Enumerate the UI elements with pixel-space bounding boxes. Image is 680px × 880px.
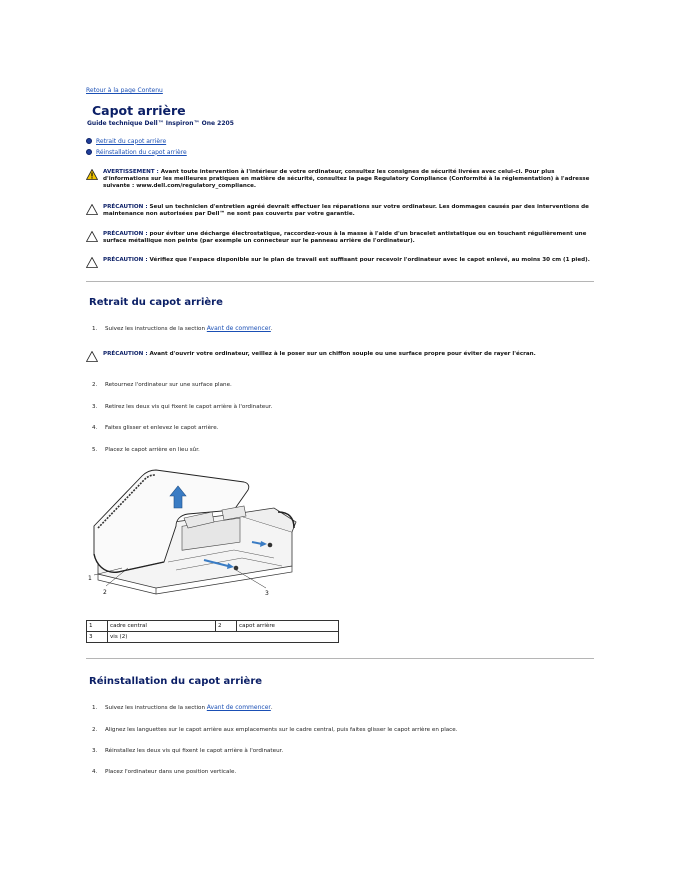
table-cell: capot arrière bbox=[237, 621, 339, 632]
step-number: 5. bbox=[92, 447, 98, 453]
step-text: Suivez les instructions de la section bbox=[105, 705, 207, 711]
warning-notice bbox=[86, 169, 592, 190]
step-text: Alignez les languettes sur le capot arrière aux emplacements sur le cadre central, puis faites glisser le capot arrière en place. bbox=[105, 727, 458, 733]
step-item bbox=[92, 381, 232, 389]
table-cell: 3 bbox=[87, 632, 108, 643]
step-number: 4. bbox=[92, 769, 98, 775]
before-you-begin-link[interactable]: Avant de commencer bbox=[206, 325, 271, 332]
table-cell: 2 bbox=[216, 621, 237, 632]
notice-label: AVERTISSEMENT : bbox=[103, 169, 159, 175]
step-item bbox=[92, 403, 272, 411]
caution-icon bbox=[86, 351, 98, 362]
section-heading-removal: Retrait du capot arrière bbox=[89, 297, 223, 308]
notice-text: Avant toute intervention à l'intérieur de votre ordinateur, consultez les consignes de sécurité livrées avec celui-ci. Pour plus d'informations sur les meilleures pratiques en matière de sécurité, consultez la page Regulatory Compliance (Conformité à la réglementation) à l'adresse suivante : www.dell.com/regulatory_compliance. bbox=[103, 169, 590, 189]
back-to-contents-link[interactable]: Retour à la page Contenu bbox=[86, 87, 163, 94]
step-text-end: . bbox=[270, 326, 273, 332]
caution-icon bbox=[86, 231, 98, 242]
step-text-end: . bbox=[270, 705, 273, 711]
step-item bbox=[92, 768, 236, 776]
toc-item-install bbox=[86, 147, 187, 157]
notice-text: Seul un technicien d'entretien agréé devrait effectuer les réparations sur votre ordinateur. Les dommages causés par des interventions de maintenance non autorisées par Dell™ ne sont pas couverts par votre garantie. bbox=[103, 204, 589, 217]
step-number: 1. bbox=[92, 326, 98, 332]
step-text: Réinstallez les deux vis qui fixent le capot arrière à l'ordinateur. bbox=[105, 748, 284, 754]
step-item bbox=[92, 325, 273, 333]
caution-notice bbox=[86, 204, 592, 218]
page-subtitle: Guide technique Dell™ Inspiron™ One 2205 bbox=[87, 120, 234, 127]
table-row bbox=[87, 621, 339, 632]
step-text: Retournez l'ordinateur sur une surface plane. bbox=[105, 382, 232, 388]
step-text: Retirez les deux vis qui fixent le capot arrière à l'ordinateur. bbox=[105, 404, 273, 410]
step-text: Placez le capot arrière en lieu sûr. bbox=[105, 447, 200, 453]
warning-icon bbox=[86, 169, 98, 180]
caution-notice bbox=[86, 257, 592, 268]
step-number: 1. bbox=[92, 705, 98, 711]
section-divider bbox=[86, 658, 594, 659]
bullet-icon bbox=[86, 138, 92, 144]
callout-1: 1 bbox=[88, 575, 92, 582]
back-cover-removal-illustration bbox=[84, 462, 306, 600]
step-item bbox=[92, 747, 283, 755]
bullet-icon bbox=[86, 149, 92, 155]
table-row bbox=[87, 632, 339, 643]
section-heading-install: Réinstallation du capot arrière bbox=[89, 676, 263, 687]
notice-label: PRÉCAUTION : bbox=[103, 351, 148, 357]
callout-2: 2 bbox=[103, 589, 107, 596]
notice-label: PRÉCAUTION : bbox=[103, 257, 148, 263]
page-title: Capot arrière bbox=[92, 103, 186, 118]
step-item bbox=[92, 424, 218, 432]
caution-notice bbox=[86, 351, 592, 362]
table-cell: 1 bbox=[87, 621, 108, 632]
step-number: 2. bbox=[92, 727, 98, 733]
notice-text: Vérifiez que l'espace disponible sur le plan de travail est suffisant pour recevoir l'ordinateur avec le capot enlevé, au moins 30 cm (1 pied). bbox=[147, 257, 590, 263]
notice-label: PRÉCAUTION : bbox=[103, 204, 148, 210]
step-number: 2. bbox=[92, 382, 98, 388]
step-text: Faites glisser et enlevez le capot arrière. bbox=[105, 425, 219, 431]
step-item bbox=[92, 704, 273, 712]
before-you-begin-link[interactable]: Avant de commencer bbox=[206, 704, 271, 711]
step-number: 3. bbox=[92, 404, 98, 410]
step-number: 3. bbox=[92, 748, 98, 754]
table-cell: cadre central bbox=[108, 621, 216, 632]
step-text: Placez l'ordinateur dans une position verticale. bbox=[105, 769, 237, 775]
table-cell: vis (2) bbox=[108, 632, 339, 643]
step-item bbox=[92, 726, 457, 734]
caution-notice bbox=[86, 231, 592, 245]
toc-link-install[interactable]: Réinstallation du capot arrière bbox=[96, 148, 187, 156]
toc-link-removal[interactable]: Retrait du capot arrière bbox=[96, 137, 167, 145]
step-item bbox=[92, 446, 200, 454]
notice-text: Avant d'ouvrir votre ordinateur, veillez à le poser sur un chiffon souple ou une surface propre pour éviter de rayer l'écran. bbox=[147, 351, 536, 357]
toc-item-removal bbox=[86, 136, 166, 146]
callout-3: 3 bbox=[265, 590, 269, 597]
callout-legend-table bbox=[86, 620, 339, 643]
step-text: Suivez les instructions de la section bbox=[105, 326, 207, 332]
caution-icon bbox=[86, 257, 98, 268]
notice-label: PRÉCAUTION : bbox=[103, 231, 148, 237]
caution-icon bbox=[86, 204, 98, 215]
step-number: 4. bbox=[92, 425, 98, 431]
section-divider bbox=[86, 281, 594, 282]
notice-text: pour éviter une décharge électrostatique, raccordez-vous à la masse à l'aide d'un bracelet antistatique ou en touchant régulièrement une surface métallique non peinte (par exemple un connecteur sur le panneau arrière de l'ordinateur). bbox=[103, 231, 587, 244]
